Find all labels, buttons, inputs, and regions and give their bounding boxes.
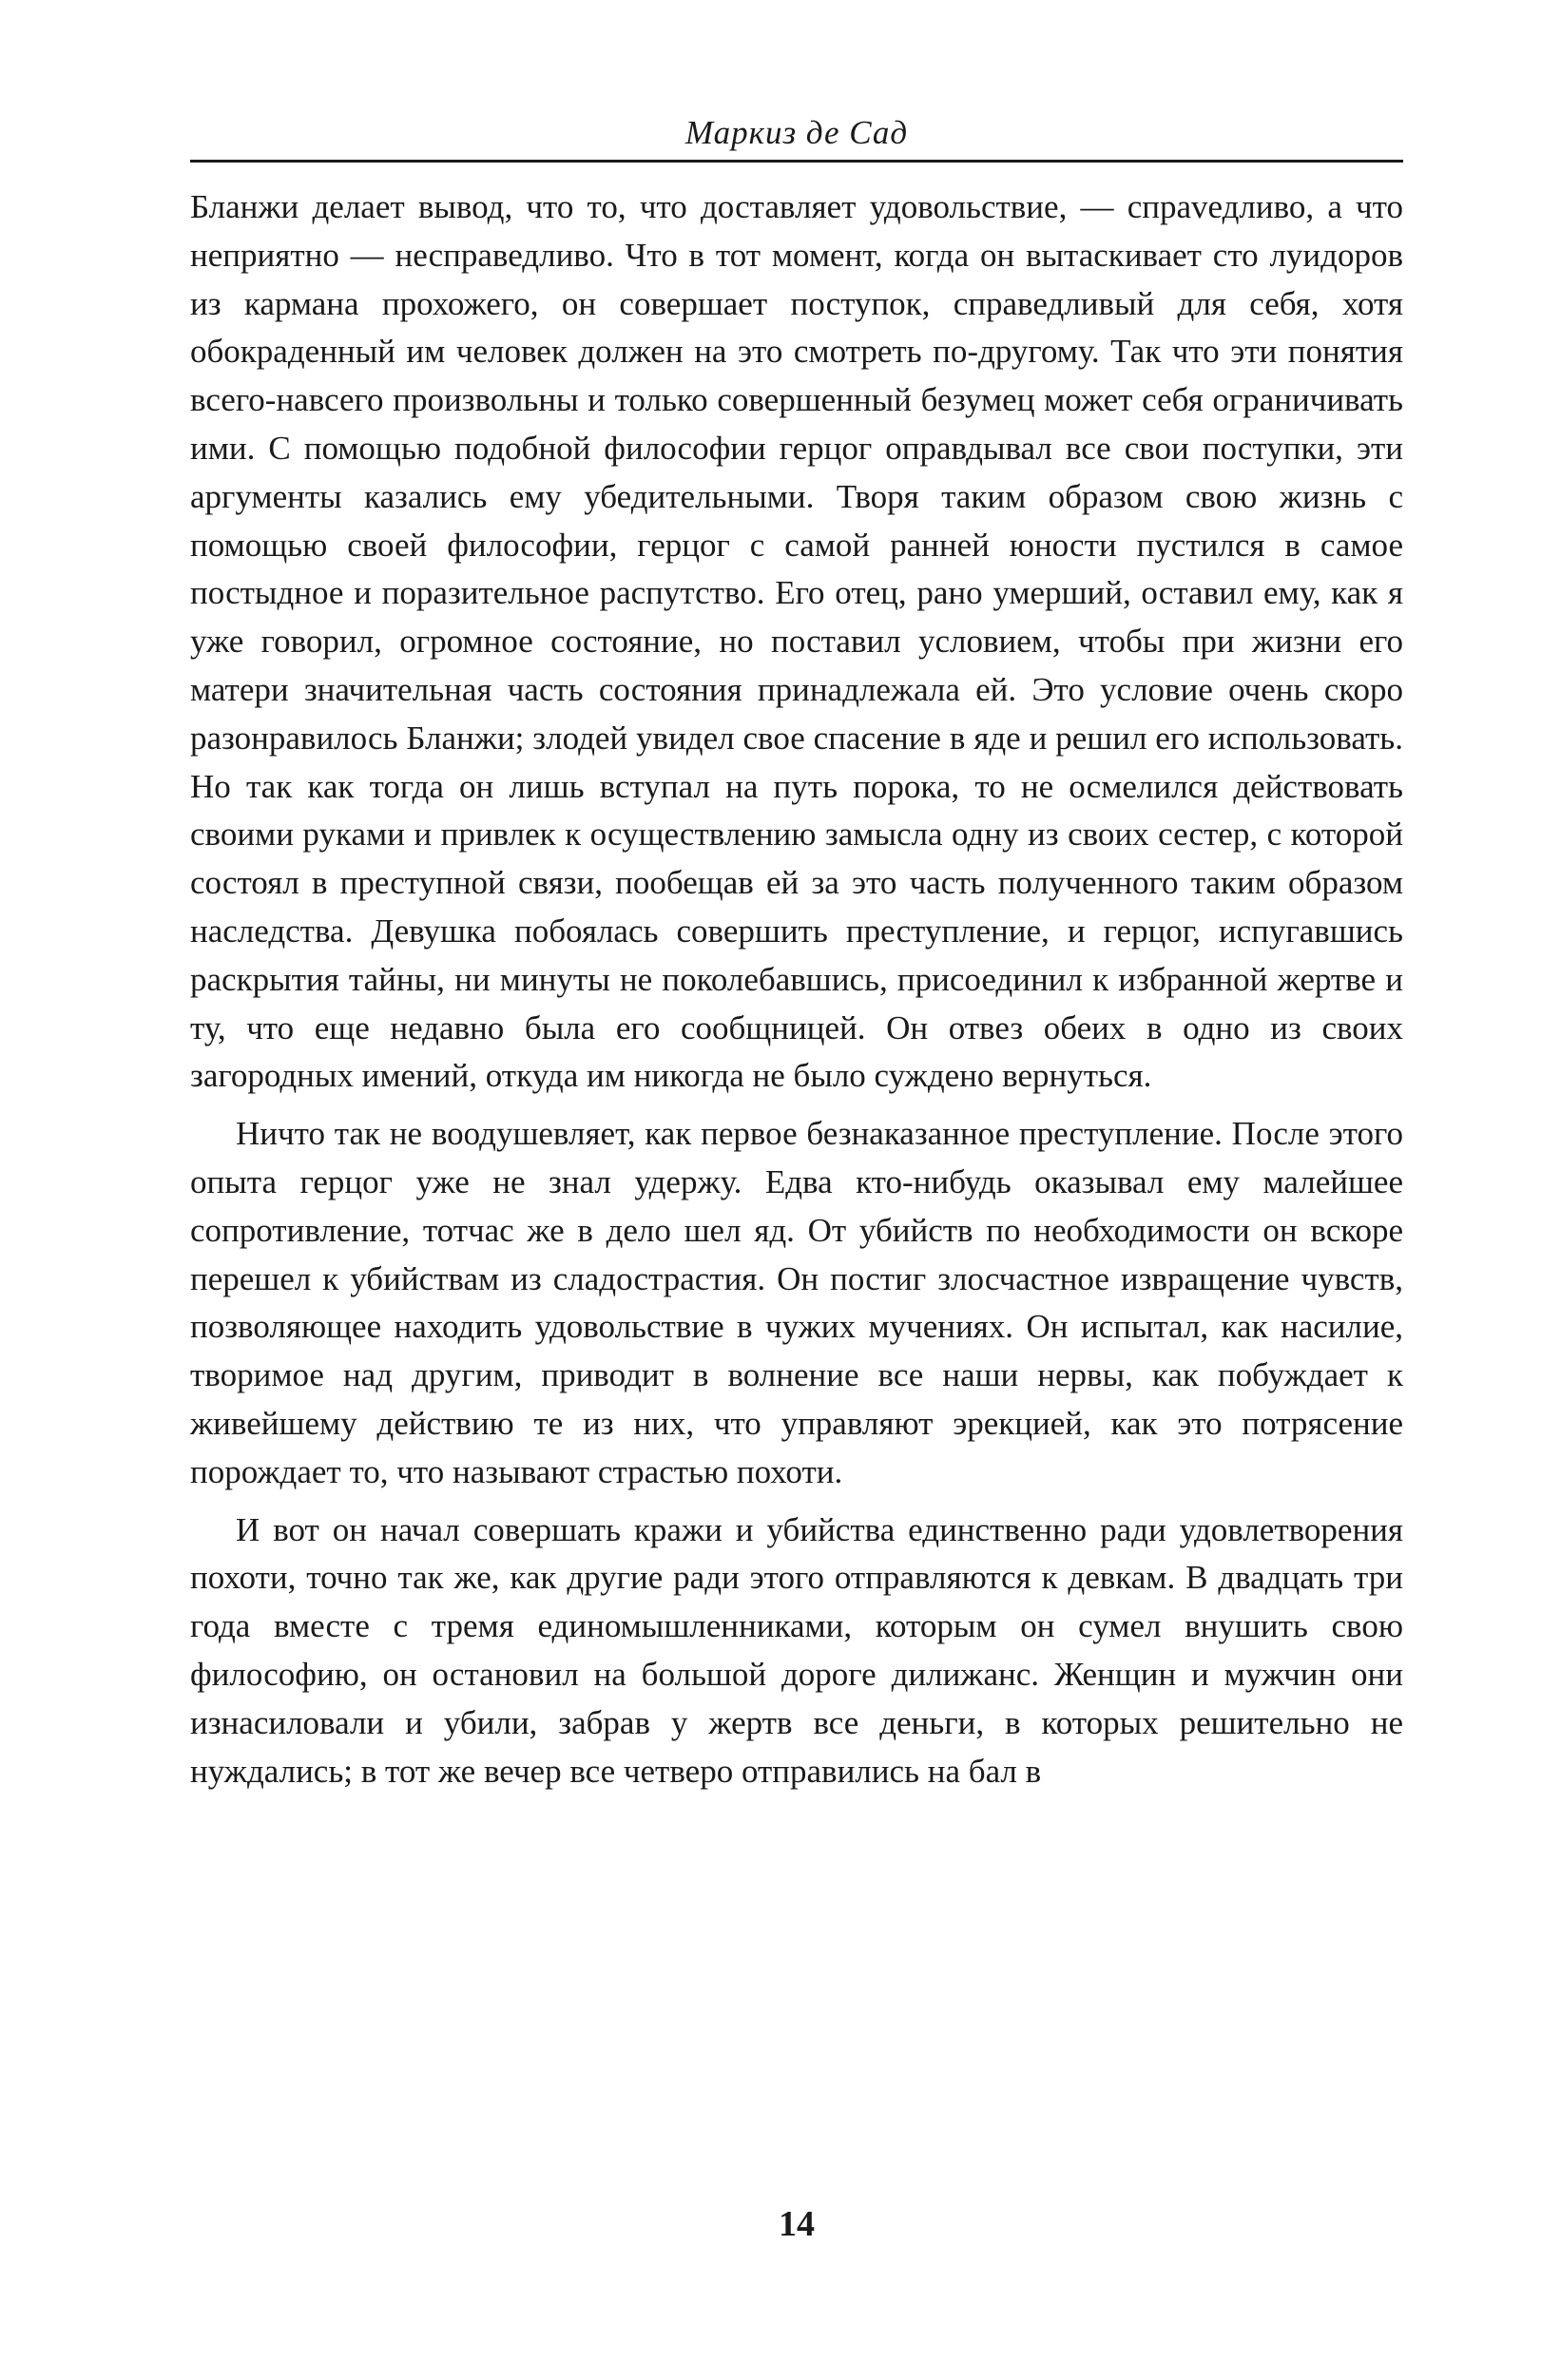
paragraph-1: Бланжи делает вывод, что то, что доставляет удовольствие, — спраvедливо, а что неприятно — несправедливо. Что в тот момент, когда он вытаскивает сто луидоров из кармана прохожего, он совершает поступок, справедливый для себя, хотя обокраденный им человек должен на это смотреть по-другому. Так что эти понятия всего-навсего произвольны и только совершенный безумец может себя ограничивать ими. С помощью подобной философии герцог оправдывал все свои поступки, эти аргументы казались ему убедительными. Творя таким образом свою жизнь с помощью своей философии, герцог с самой ранней юности пустился в самое постыдное и поразительное распутство. Его отец, рано умерший, оставил ему, как я уже говорил, огромное состояние, но поставил условием, чтобы при жизни его матери значительная часть состояния принадлежала ей. Это условие очень скоро разонравилось Бланжи; злодей увидел свое спасение в яде и решил его использовать. Но так как тогда он лишь вступал на путь порока, то не осмелился действовать своими руками и привлек к осуществлению замысла одну из своих сестер, с которой состоял в преступной связи, пообещав ей за это часть полученного таким образом наследства. Девушка побоялась совершить преступление, и герцог, испугавшись раскрытия тайны, ни минуты не поколебавшись, присоединил к избранной жертве и ту, что еще недавно была его сообщницей. Он отвез обеих в одно из своих загородных имений, откуда им никогда не было суждено вернуться.: [190, 188, 1403, 1095]
paragraph-2: Ничто так не воодушевляет, как первое безнаказанное преступление. После этого опыта герцог уже не знал удержу. Едва кто-нибудь оказывал ему малейшее сопротивление, тотчас же в дело шел яд. От убийств по необходимости он вскоре перешел к убийствам из сладострастия. Он постиг злосчастное извращение чувств, позволяющее находить удовольствие в чужих мучениях. Он испытал, как насилие, творимое над другим, приводит в волнение все наши нервы, как побуждает к живейшему действию те из них, что управляют эрекцией, как это потрясение порождает то, что называют страстью похоти.: [190, 1115, 1403, 1490]
body-text: [190, 183, 1403, 1795]
page-number: 14: [779, 2204, 815, 2244]
running-head: Маркиз де Сад: [190, 112, 1403, 163]
paragraph-3: И вот он начал совершать кражи и убийства единственно ради удовлетворения похоти, точно так же, как другие ради этого отправляются к девкам. В двадцать три года вместе с тремя единомышленниками, которым он сумел внушить свою философию, он остановил на большой дороге дилижанс. Женщин и мужчин они изнасиловали и убили, забрав у жертв все деньги, в которых решительно не нуждались; в тот же вечер все четверо отправились на бал в: [190, 1510, 1403, 1790]
book-page: [190, 112, 1403, 2289]
